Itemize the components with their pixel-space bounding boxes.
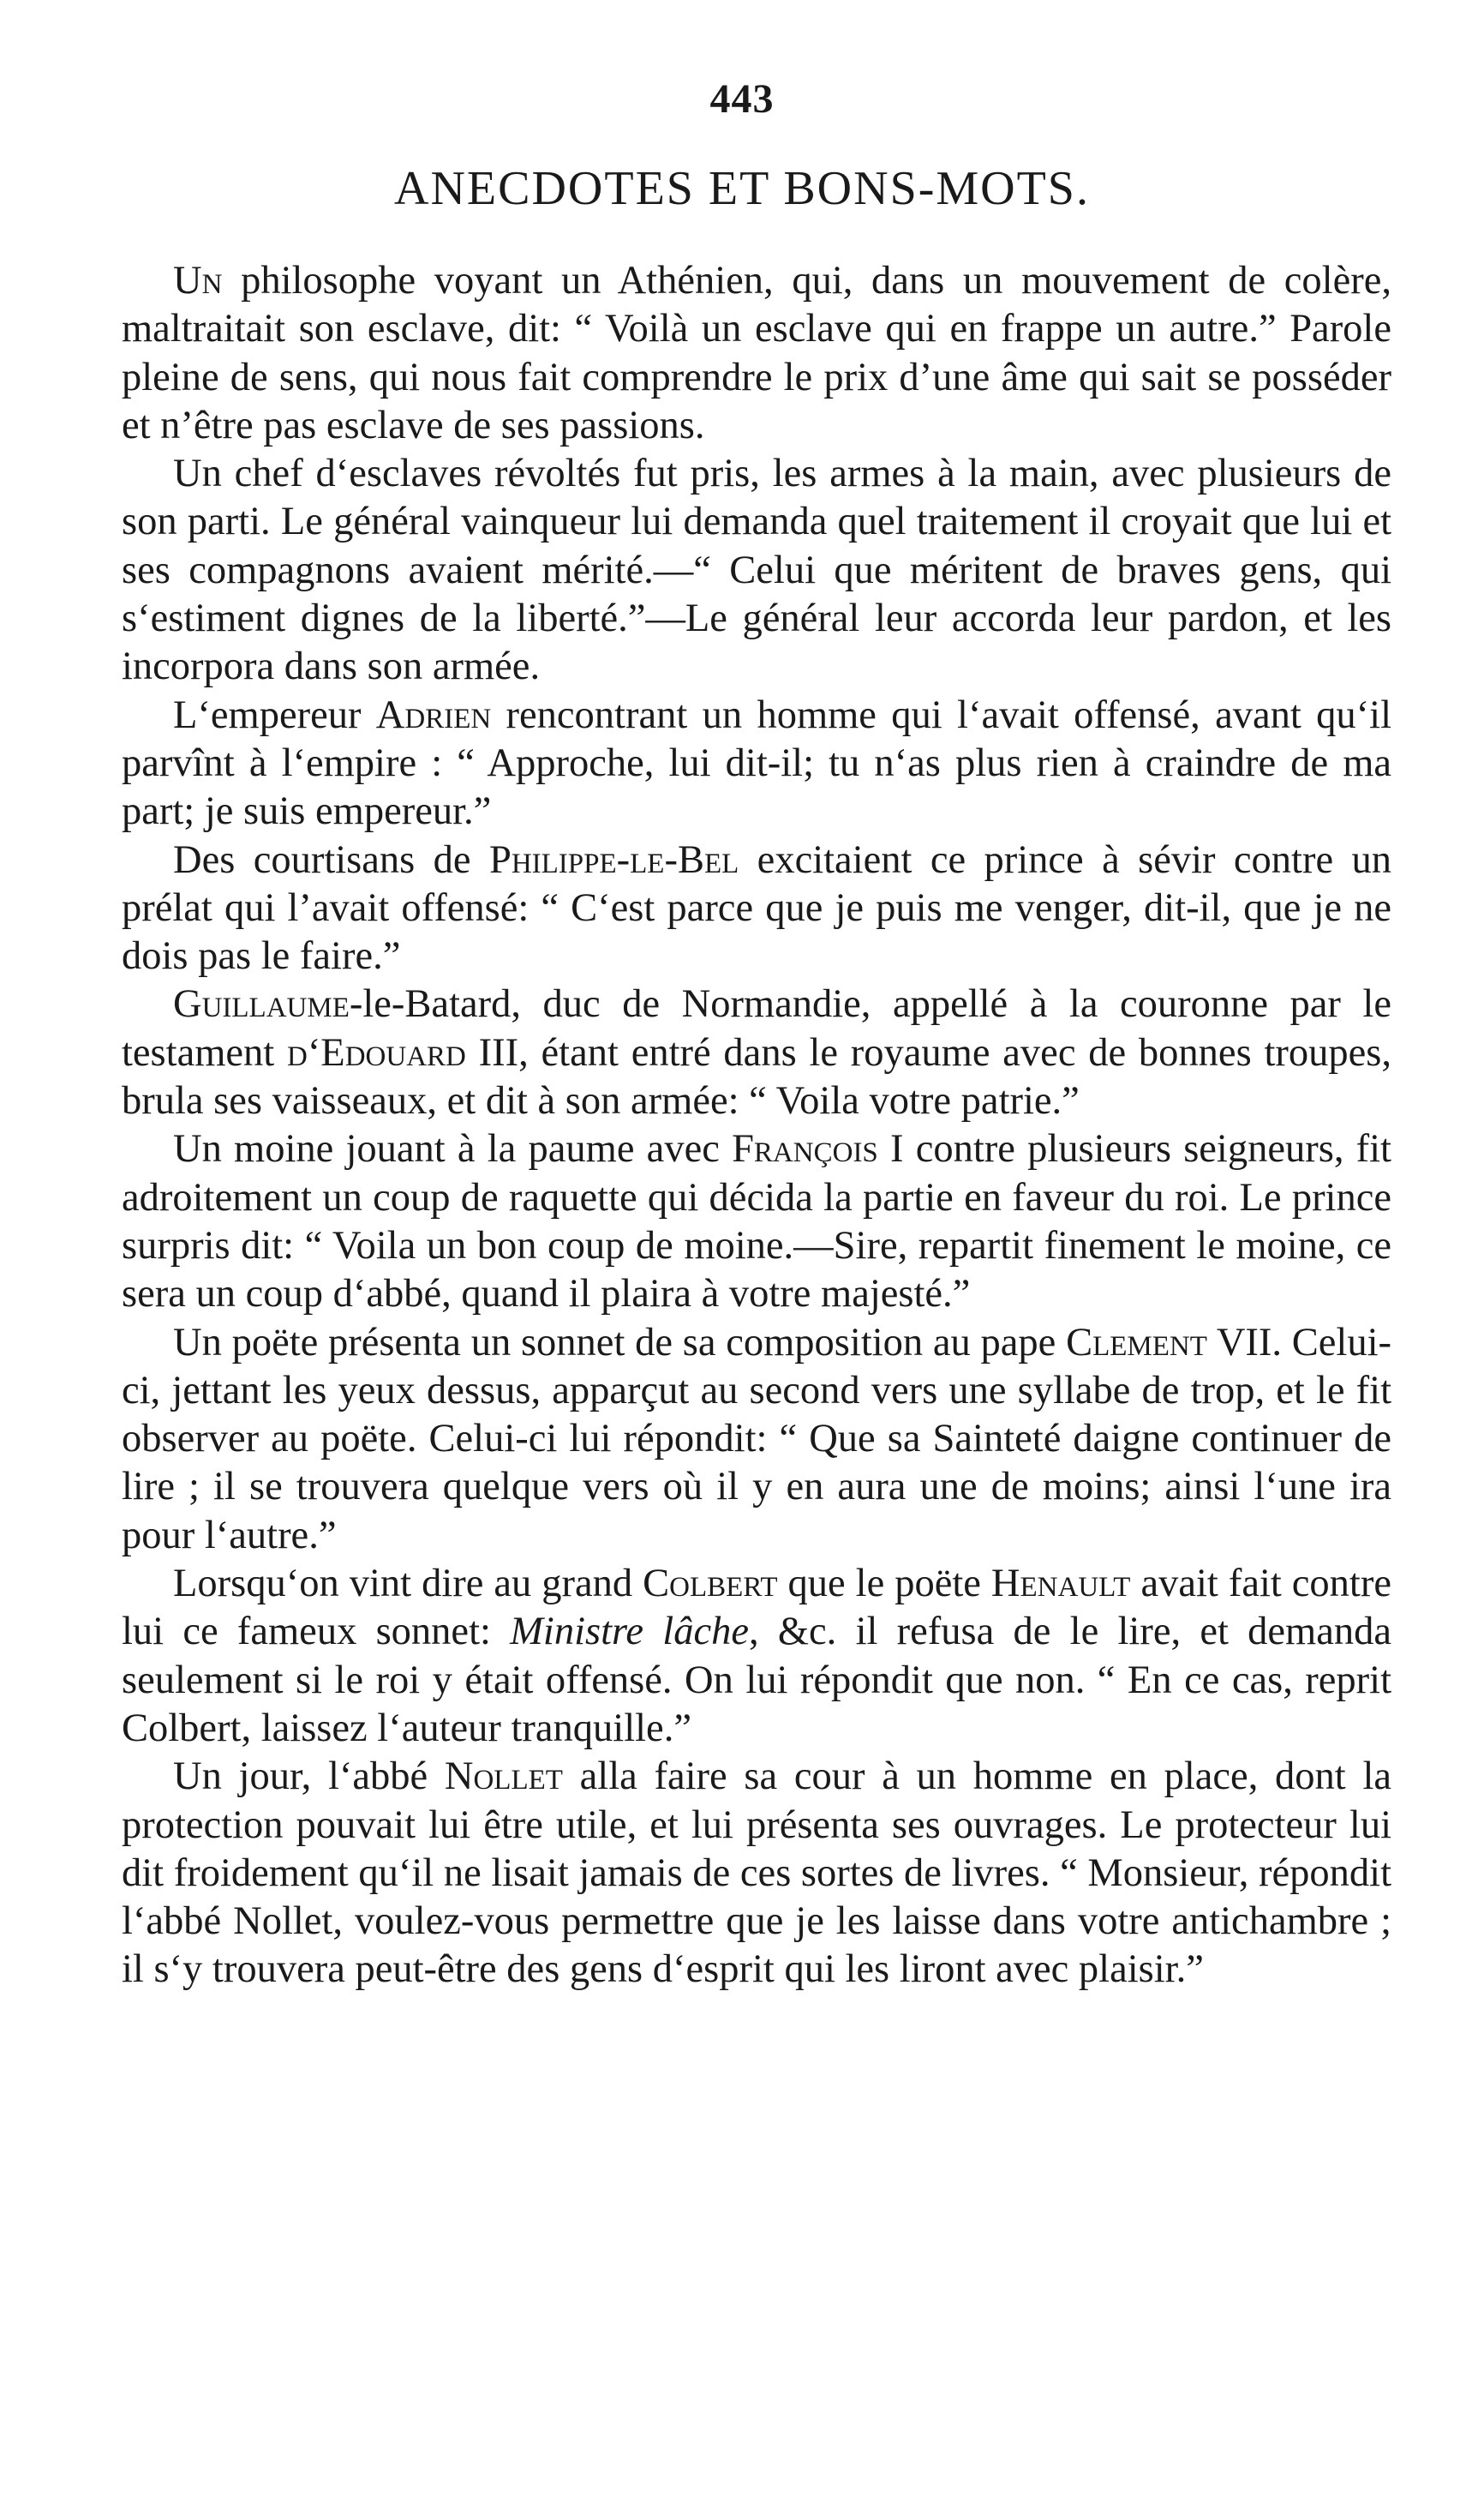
person-name: François	[732, 1127, 878, 1172]
paragraph-text: alla faire sa cour à un homme en place, dont la protection pouvait lui être utile, et lui présenta ses ouvrages. Le protecteur lui dit froidement qu‘il ne lisait jamais de ces sortes de livres. “ Monsieur, répondit l‘abbé Nollet, voulez-vous permettre que je les laisse dans votre antichambre ; il s‘y trouvera peut-être des gens d‘esprit qui les liront avec plaisir.”	[122, 1754, 1391, 1992]
paragraph-adrien	[122, 692, 1391, 837]
paragraph-moine	[122, 1125, 1391, 1318]
paragraph-text: Un moine jouant à la paume avec	[173, 1127, 733, 1172]
person-name: Colbert	[643, 1562, 778, 1606]
person-name: Nollet	[444, 1754, 563, 1799]
paragraph-text: -le-Batard, duc de Normandie, appellé à la couronne par le testament	[122, 982, 1391, 1075]
person-name: Adrien	[375, 693, 492, 737]
page-title: ANECDOTES ET BONS-MOTS.	[394, 162, 1090, 215]
paragraph-philosopher	[122, 257, 1391, 450]
paragraph-text: Un poëte présenta un sonnet de sa composition au pape	[173, 1320, 1067, 1364]
paragraph-text: VII. Celui-ci, jettant les yeux dessus, apparçut au second vers une syllabe de trop, et le fit observer au poëte. Celui-ci lui répondit: “ Que sa Sainteté daigne continuer de lire ; il se trouvera quelque vers où il y en aura une de moins; ainsi l‘une ira pour l‘autre.”	[122, 1320, 1391, 1557]
paragraph-nollet	[122, 1753, 1391, 1994]
drop-word: Un	[173, 259, 223, 303]
person-name: Philippe-le-Bel	[488, 837, 739, 882]
paragraph-poete	[122, 1319, 1391, 1560]
paragraph-text: philosophe voyant un Athénien, qui, dans un mouvement de colère, maltraitait son esclave, dit: “ Voilà un esclave qui en frappe un autre.” Parole pleine de sens, qui nous fait comprendre le prix d’une âme qui sait se posséder et n’être pas esclave de ses passions.	[122, 259, 1391, 447]
page-number: 443	[709, 76, 775, 122]
paragraph-guillaume	[122, 981, 1391, 1125]
paragraph-text: Un chef d‘esclaves révoltés fut pris, les armes à la main, avec plusieurs de son parti. Le général vainqueur lui demanda quel traitement il croyait que lui et ses compagnons avaient mérité.—“ Celui que méritent de braves gens, qui s‘estiment dignes de la liberté.”—Le général leur accorda leur pardon, et les incorpora dans son armée.	[122, 452, 1391, 689]
person-name: Clement	[1066, 1320, 1207, 1364]
anecdotes-text	[122, 257, 1391, 1994]
paragraph-text: Un jour, l‘abbé	[173, 1754, 445, 1799]
paragraph-text: , &c. il refusa de le lire, et demanda seulement si le roi y était offensé. On lui répondit que non. “ En ce cas, reprit Colbert, laissez l‘auteur tranquille.”	[122, 1610, 1391, 1750]
paragraph-text: I contre plusieurs seigneurs, fit adroitement un coup de raquette qui décida la partie en faveur du roi. Le prince surpris dit: “ Voila un bon coup de moine.—Sire, repartit finement le moine, ce sera un coup d‘abbé, quand il plaira à votre majesté.”	[122, 1127, 1391, 1316]
paragraph-colbert	[122, 1560, 1391, 1753]
person-name: Guillaume	[173, 982, 350, 1027]
person-name: Henault	[990, 1562, 1131, 1606]
paragraph-text: que le poëte	[777, 1562, 991, 1606]
paragraph-slave-chief	[122, 450, 1391, 691]
sonnet-title: Ministre lâche	[510, 1610, 749, 1654]
person-name: d‘Edouard	[286, 1030, 466, 1075]
paragraph-text: III, étant entré dans le royaume avec de bonnes troupes, brula ses vaisseaux, et dit à son armée: “ Voila votre patrie.”	[122, 1030, 1391, 1124]
paragraph-text: L‘empereur	[173, 693, 376, 737]
paragraph-text: Des courtisans de	[173, 837, 489, 882]
paragraph-text: Lorsqu‘on vint dire au grand	[173, 1562, 643, 1606]
paragraph-text: excitaient ce prince à sévir contre un prélat qui l’avait offensé: “ C‘est parce que je puis me venger, dit-il, que je ne dois pas le faire.”	[122, 837, 1392, 979]
paragraph-text: avait fait contre lui ce fameux sonnet:	[122, 1562, 1391, 1654]
paragraph-text: rencontrant un homme qui l‘avait offensé, avant qu‘il parvînt à l‘empire : “ Approche, lui dit-il; tu n‘as plus rien à craindre de ma part; je suis empereur.”	[122, 693, 1391, 834]
paragraph-philippe	[122, 837, 1391, 981]
